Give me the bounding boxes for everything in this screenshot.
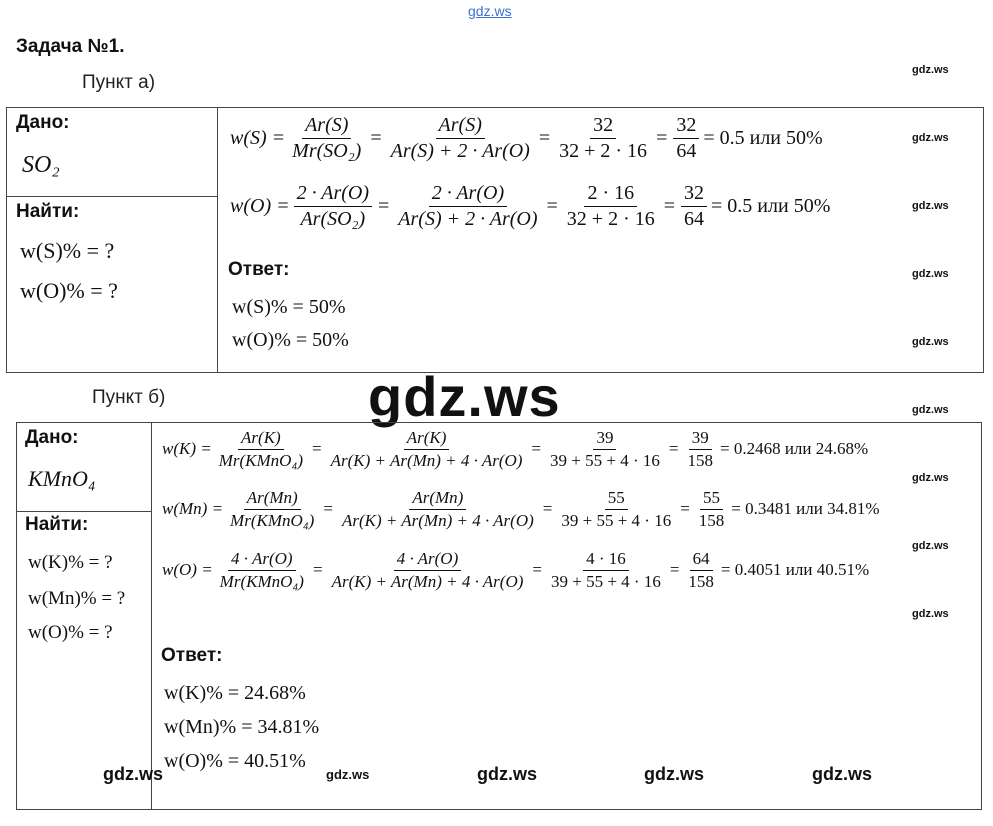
eq-lhs: w(Mn) = <box>162 499 224 519</box>
find-item: w(S)% = ? <box>20 238 115 263</box>
watermark: gdz.ws <box>912 608 949 620</box>
eq-lhs: w(K) = <box>162 439 212 459</box>
divider <box>6 196 218 197</box>
watermark: gdz.ws <box>912 64 949 76</box>
watermark: gdz.ws <box>103 764 164 784</box>
eq-lhs: w(O) = <box>162 560 213 580</box>
eq-lhs: w(O) = <box>230 195 290 217</box>
fraction: $\frac{64}{158}$ <box>688 549 714 591</box>
find-label: Найти: <box>16 201 80 222</box>
answer-label: Ответ: <box>228 259 290 280</box>
fraction: $\frac{55}{39 + 55 + 4 \cdot 16}$ <box>561 488 672 530</box>
eq-lhs: w(S) = <box>230 127 286 149</box>
eq-result: = 0.2468 или 24.68% <box>719 439 869 459</box>
fraction: $\frac{4 \cdot 16}{39 + 55 + 4 \cdot 16}$ <box>550 549 661 591</box>
top-watermark-link[interactable]: gdz.ws <box>468 3 512 19</box>
fraction: $\frac{32}{64}$ <box>681 182 707 231</box>
fraction: $\frac{2 \cdot 16}{32 + 2 \cdot 16}$ <box>566 182 655 230</box>
given-label: Дано: <box>16 112 70 133</box>
equation-ws: w(S) = $\frac{Ar(S)}{\text{Mr(SO₂)}}$ = $\frac{Ar(S)}{Ar(S) + 2 \cdot Ar(O)}$ = $\frac{32}{32 + 2 \cdot 16}$ = $\frac{32}{64}$ = 0.5 или 50% <box>230 114 823 162</box>
fraction: $\frac{32}{64}$ <box>673 114 699 163</box>
eq-result: = 0.5 или 50% <box>703 127 823 149</box>
equation-wo: w(O) = $\frac{4 \cdot Ar(O)}{\text{Mr(KMnO₄)}}$ = $\frac{4 \cdot Ar(O)}{Ar(K) + Ar(Mn) + 4 \cdot Ar(O)}$ = $\frac{4 \cdot 16}{39 + 55 + 4 \cdot 16}$ = $\frac{64}{158}$ = 0.4051 или 40.51% <box>162 549 870 591</box>
eq-result: = 0.5 или 50% <box>711 195 831 217</box>
fraction: $\frac{39}{39 + 55 + 4 \cdot 16}$ <box>550 428 660 470</box>
fraction: $\frac{Ar(S)}{Ar(S) + 2 \cdot Ar(O)}$ <box>390 114 530 162</box>
answer-item: w(K)% = 24.68% <box>164 682 306 704</box>
fraction: $\frac{Ar(Mn)}{Ar(K) + Ar(Mn) + 4 \cdot Ar(O)}$ <box>341 488 534 530</box>
answer-label: Ответ: <box>161 645 223 666</box>
fraction: $\frac{2 \cdot Ar(O)}{\text{Ar(SO₂)}}$ <box>294 182 372 231</box>
watermark: gdz.ws <box>912 268 949 280</box>
find-item: w(O)% = ? <box>28 622 113 643</box>
part-a-label: Пункт а) <box>82 72 156 93</box>
answer-item: w(O)% = 40.51% <box>164 750 306 772</box>
answer-item: w(Mn)% = 34.81% <box>164 716 320 738</box>
divider <box>217 107 218 372</box>
watermark: gdz.ws <box>912 540 949 552</box>
watermark: gdz.ws <box>477 764 538 784</box>
fraction: $\frac{32}{32 + 2 \cdot 16}$ <box>559 114 648 162</box>
find-item: w(Mn)% = ? <box>28 588 126 609</box>
fraction: $\frac{4 \cdot Ar(O)}{Ar(K) + Ar(Mn) + 4 \cdot Ar(O)}$ <box>331 549 524 591</box>
given-formula: KMnO₄ <box>28 466 96 491</box>
fraction: $\frac{Ar(K)}{\text{Mr(KMnO₄)}}$ <box>218 428 304 470</box>
find-label: Найти: <box>25 514 89 535</box>
fraction: $\frac{55}{158}$ <box>698 488 725 530</box>
fraction: $\frac{Ar(S)}{\text{Mr(SO₂)}}$ <box>292 114 362 162</box>
answer-item: w(O)% = 50% <box>232 329 349 351</box>
equation-wo: w(O) = $\frac{2 \cdot Ar(O)}{\text{Ar(SO₂)}}$ = $\frac{2 \cdot Ar(O)}{Ar(S) + 2 \cdot Ar(O)}$ = $\frac{2 \cdot 16}{32 + 2 \cdot 16}$ = $\frac{32}{64}$ = 0.5 или 50% <box>230 182 831 230</box>
watermark: gdz.ws <box>912 404 949 416</box>
answer-item: w(S)% = 50% <box>232 296 346 318</box>
equation-wmn: w(Mn) = $\frac{Ar(Mn)}{\text{Mr(KMnO₄)}}$ = $\frac{Ar(Mn)}{Ar(K) + Ar(Mn) + 4 \cdot Ar(O)}$ = $\frac{55}{39 + 55 + 4 \cdot 16}$ = $\frac{55}{158}$ = 0.3481 или 34.81% <box>162 488 880 530</box>
part-b-box <box>16 422 982 810</box>
divider <box>151 422 152 809</box>
given-label: Дано: <box>25 427 79 448</box>
watermark: gdz.ws <box>912 472 949 484</box>
watermark: gdz.ws <box>912 200 949 212</box>
fraction: $\frac{39}{158}$ <box>687 428 713 470</box>
watermark: gdz.ws <box>326 767 370 782</box>
divider <box>16 511 152 512</box>
equation-wk: w(K) = $\frac{Ar(K)}{\text{Mr(KMnO₄)}}$ = $\frac{Ar(K)}{Ar(K) + Ar(Mn) + 4 \cdot Ar(O)}$ = $\frac{39}{39 + 55 + 4 \cdot 16}$ = $\frac{39}{158}$ = 0.2468 или 24.68% <box>162 428 869 470</box>
find-item: w(O)% = ? <box>20 278 118 303</box>
given-formula: SO₂ <box>22 152 60 178</box>
fraction: $\frac{Ar(Mn)}{\text{Mr(KMnO₄)}}$ <box>230 488 315 530</box>
part-b-label: Пункт б) <box>92 387 166 408</box>
watermark: gdz.ws <box>912 336 949 348</box>
fraction: $\frac{2 \cdot Ar(O)}{Ar(S) + 2 \cdot Ar(O)}$ <box>398 182 538 230</box>
watermark: gdz.ws <box>912 132 949 144</box>
watermark: gdz.ws <box>812 764 873 784</box>
watermark: gdz.ws <box>644 764 705 784</box>
find-item: w(K)% = ? <box>28 552 113 573</box>
eq-result: = 0.3481 или 34.81% <box>731 499 880 519</box>
fraction: $\frac{4 \cdot Ar(O)}{\text{Mr(KMnO₄)}}$ <box>219 549 304 591</box>
eq-result: = 0.4051 или 40.51% <box>720 560 870 580</box>
watermark-large: gdz.ws <box>368 365 561 428</box>
fraction: $\frac{Ar(K)}{Ar(K) + Ar(Mn) + 4 \cdot Ar(O)}$ <box>330 428 523 470</box>
task-title: Задача №1. <box>16 36 125 57</box>
